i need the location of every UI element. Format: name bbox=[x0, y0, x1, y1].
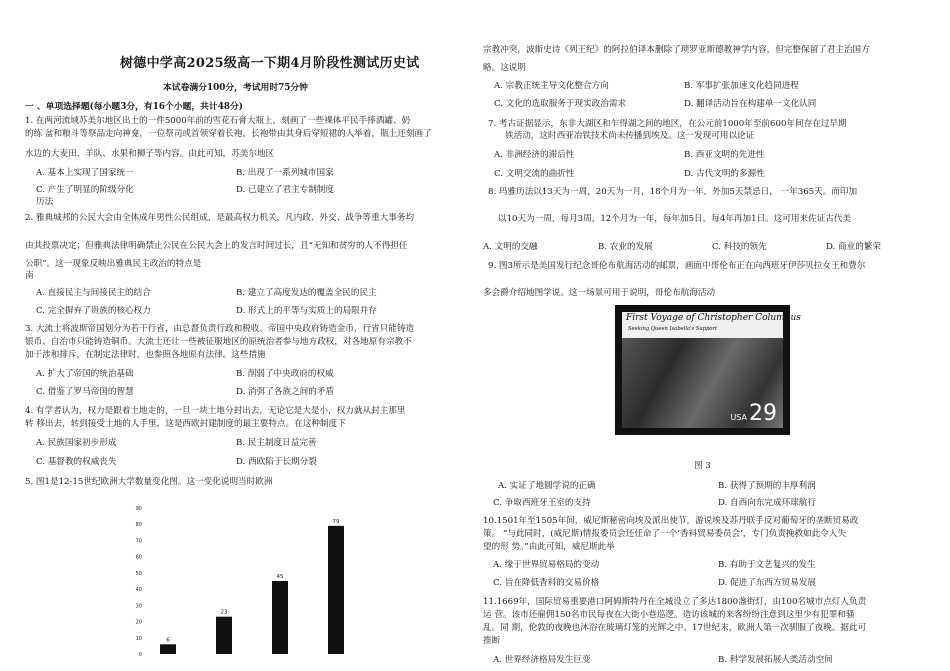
q9-stem-line1: 9. 图3所示是美国发行纪念哥伦布航海活动的邮票，画面中哥伦布正在向西班牙伊莎贝拉女王和费尔 bbox=[488, 261, 866, 271]
q7-stem-line1: 7. 考古证据显示，东非大湖区和乍得湖之间的地区，在公元前1000年至前600年间存在过早期 bbox=[488, 119, 847, 129]
q11-stem-line3: 乱。同 期，伦敦的夜晚也沐浴在玻璃灯笼的光辉之中。17世纪末，欧洲人第一次驯服了夜晚。据此可 bbox=[483, 623, 867, 633]
q8-option-c: C. 科技的领先 bbox=[712, 242, 767, 252]
q4-option-a: A. 民族国家初步形成 bbox=[36, 438, 117, 448]
q6-stem-line2: 略。这说明 bbox=[483, 63, 526, 73]
q2-stem-line3: 公职”。这一现象反映出雅典民主政治的特点是 bbox=[25, 259, 202, 269]
y-tick-label: 0 bbox=[138, 652, 142, 658]
y-tick-label: 10 bbox=[135, 635, 142, 642]
q8-option-d: D. 商业的繁荣 bbox=[826, 242, 882, 252]
q1-option-b: B. 出现了一系列城市国家 bbox=[236, 168, 334, 178]
bar-value-label: 6 bbox=[166, 637, 170, 644]
q2-stem-line4: 南 bbox=[25, 271, 34, 281]
q2-stem-line2: 由其投票决定；但雅典法律明确禁止公民在公民大会上的发言时间过长，且“无知和贫穷的人不得担任 bbox=[25, 241, 408, 251]
q2-option-c: C. 完全摒弃了贵族的核心权力 bbox=[36, 306, 151, 316]
stamp-value: 29 bbox=[749, 401, 777, 426]
bar bbox=[216, 617, 232, 654]
q10-option-d: D. 促进了东西方贸易发展 bbox=[718, 578, 816, 588]
y-tick-label: 90 bbox=[135, 506, 142, 512]
y-tick-label: 80 bbox=[135, 522, 142, 529]
q1-option-a: A. 基本上实现了国家统一 bbox=[36, 168, 134, 178]
y-tick-label: 30 bbox=[135, 603, 142, 610]
y-axis bbox=[136, 506, 142, 658]
q9-option-c: C. 争取西班牙王室的支持 bbox=[493, 498, 591, 508]
q8-option-b: B. 农业的发展 bbox=[598, 242, 653, 252]
q4-stem-line1: 4. 有学者认为，权力是跟着土地走的，一旦一块土地分封出去，无论它是大是小，权力就从封主那里 bbox=[25, 406, 406, 416]
q11-stem-line4: 推断 bbox=[483, 636, 501, 646]
stamp-banner bbox=[622, 312, 801, 338]
q3-option-b: B. 削弱了中央政府的权威 bbox=[236, 369, 334, 379]
bar-value-label: 45 bbox=[276, 574, 284, 580]
q4-stem-line2: 转 移出去，转到接受土地的人手里，这是西欧封建制度的最主要特点。在这种制度下 bbox=[25, 419, 346, 429]
q10-option-a: A. 缘于世界贸易格局的变动 bbox=[493, 560, 600, 570]
q4-option-c: C. 基督教的权威丧失 bbox=[36, 457, 117, 467]
q1-option-d: D. 已建立了君主专制制度 bbox=[236, 185, 334, 195]
q8-option-a: A. 文明的交融 bbox=[483, 242, 538, 252]
y-tick-label: 60 bbox=[135, 554, 142, 561]
q7-option-a: A. 非洲经济的滞后性 bbox=[494, 150, 575, 160]
q2-option-d: D. 形式上的平等与实质上的局限并存 bbox=[236, 306, 377, 316]
bar-value-label: 79 bbox=[332, 518, 340, 525]
q3-stem-line2: 银币、自治市只能铸造铜币。大流士还让一些被征服地区的原统治者参与地方政权，对各地原有宗教不 bbox=[25, 337, 412, 347]
bar bbox=[328, 526, 344, 654]
q11-stem-line1: 11.1669年，国际贸易重要港口阿姆斯特丹在全城设立了多达1800盏街灯，由100名城市点灯人负责 bbox=[483, 597, 867, 607]
q9-option-d: D. 自西向东完成环球航行 bbox=[718, 498, 816, 508]
q11-option-b: B. 科学发展拓展人类活动空间 bbox=[718, 655, 833, 665]
q3-stem-line1: 3. 大流士将波斯帝国划分为若干行省，由总督负责行政和税收。帝国中央政府铸造金币，行省只能铸造 bbox=[25, 324, 415, 334]
stamp-title: First Voyage of Christopher Columbus bbox=[626, 313, 801, 323]
q7-option-c: C. 文明交流的曲折性 bbox=[494, 169, 575, 179]
q3-stem-line3: 加干涉和排斥，在制定法律时，也参照各地原有法律。这些措施 bbox=[25, 350, 266, 360]
columbus-stamp-image bbox=[615, 305, 801, 435]
page-title: 树德中学高2025级高一下期4月阶段性测试历史试 bbox=[120, 56, 420, 71]
q1-option-c: C. 产生了明显的阶级分化 bbox=[36, 185, 134, 195]
q7-option-d: D. 古代文明的多源性 bbox=[684, 169, 765, 179]
bar bbox=[160, 644, 176, 654]
stamp-country: USA bbox=[730, 413, 747, 422]
q3-option-a: A. 扩大了帝国的统治基础 bbox=[36, 369, 134, 379]
y-tick-label: 40 bbox=[135, 587, 142, 594]
q11-option-a: A. 世界经济格局发生巨变 bbox=[493, 655, 591, 665]
q1-option-c-cont: 历法 bbox=[36, 197, 54, 207]
q7-stem-line2: 铁活动，这时西亚冶铁技术尚未传播到埃及。这一发现可用以论证 bbox=[505, 131, 755, 141]
q9-stem-line2: 多会爵介绍地图学说。这一场景可用于说明，哥伦布航海活动 bbox=[483, 288, 716, 298]
y-tick-label: 20 bbox=[135, 619, 142, 626]
q4-option-d: D. 西欧陷于长期分裂 bbox=[236, 457, 317, 467]
y-tick-label: 50 bbox=[135, 570, 142, 577]
q6-option-d: D. 翻译活动旨在构建单一文化认同 bbox=[684, 99, 817, 109]
q10-stem-line1: 10.1501年至1505年间，威尼斯秘密向埃及派出使节，游说埃及苏丹联手反对葡萄牙的垄断贸易政 bbox=[483, 516, 859, 526]
y-tick-label: 70 bbox=[135, 538, 142, 545]
q2-option-b: B. 建立了高度发达的覆盖全民的民主 bbox=[236, 288, 377, 298]
q9-option-a: A. 实证了地圆学说的正确 bbox=[498, 481, 596, 491]
bars bbox=[160, 519, 344, 654]
q1-stem-line3: 水边的大麦田、羊队、水果和狮子等内容。由此可知，苏美尔地区 bbox=[25, 149, 275, 159]
q3-option-d: D. 消弭了各族之间的矛盾 bbox=[236, 387, 334, 397]
q6-option-c: C. 文化的选取服务于现实政治需求 bbox=[494, 99, 627, 109]
figure-3-caption: 图 3 bbox=[694, 461, 711, 471]
q5-stem: 5. 图1是12-15世纪欧洲大学数量变化图。这一变化说明当时欧洲 bbox=[25, 477, 273, 487]
q9-option-b: B. 获得了预期的丰厚利润 bbox=[718, 481, 816, 491]
q7-option-b: B. 西亚文明的先进性 bbox=[684, 150, 765, 160]
q10-stem-line3: 望的形 势。”由此可知，威尼斯此举 bbox=[483, 542, 615, 552]
q11-stem-line2: 运 营。该市还雇佣150名市民每夜在大街小巷巡逻。造访该城的来客纷纷注意到这里少有犯罪和骚 bbox=[483, 610, 855, 620]
q4-option-b: B. 民主制度日益完善 bbox=[236, 438, 317, 448]
q10-option-c: C. 旨在降低香料的交易价格 bbox=[493, 578, 600, 588]
q1-stem-line1: 1. 在两河流域苏美尔地区出土的一件5000年前的雪花石膏大瓶上，刻画了一些裸体平民手捧酒罐、奶 bbox=[25, 116, 411, 126]
stamp-face bbox=[622, 312, 801, 428]
q6-option-a: A. 宗教正统主导文化整合方向 bbox=[494, 81, 609, 91]
q10-option-b: B. 有助于文艺复兴的发生 bbox=[718, 560, 816, 570]
q3-option-c: C. 借鉴了罗马帝国的智慧 bbox=[36, 387, 134, 397]
bar bbox=[272, 581, 288, 654]
q2-option-a: A. 直接民主与间接民主的结合 bbox=[36, 288, 151, 298]
university-count-chart bbox=[130, 500, 360, 660]
q2-stem-line1: 2. 雅典城邦的公民大会由全体成年男性公民组成，是最高权力机关，凡内政、外交、战争等重大事务均 bbox=[25, 213, 415, 223]
bar-value-label: 23 bbox=[220, 609, 228, 616]
stamp-subtitle: Seeking Queen Isabella's Support bbox=[628, 326, 718, 332]
q6-option-b: B. 军事扩张加速文化趋同进程 bbox=[684, 81, 799, 91]
exam-info: 本试卷满分100分，考试用时75分钟 bbox=[163, 83, 308, 93]
section-heading: 一 、单项选择题(每小题3分，有16个小题，共计48分) bbox=[25, 102, 243, 112]
q10-stem-line2: 策。 “与此同时，(威尼斯)情报委员会还任命了一个‘香料贸易委员会’，专门负责挽救如此令人失 bbox=[483, 529, 847, 539]
q6-stem-line1: 宗教冲突，波斯史诗《列王纪》的阿拉伯译本删除了琐罗亚斯德教神学内容，但完整保留了君主治国方 bbox=[483, 45, 870, 55]
q8-stem-line2: 以10天为一周，每月3周，12个月为一年，每年加5日，每4年再加1日。这可用来佐证古代美 bbox=[498, 214, 852, 224]
q8-stem-line1: 8. 玛雅历法以13天为一周，20天为一月，18个月为一年，外加5天禁忌日， 一年365天。而印加 bbox=[488, 187, 858, 197]
q1-stem-line2: 的练 盆和粮斗等祭品走向神龛，一位祭司或首领穿着长袍，长袍带由其身后穿短裙的人举着，瓶上还刻画了 bbox=[25, 129, 432, 139]
